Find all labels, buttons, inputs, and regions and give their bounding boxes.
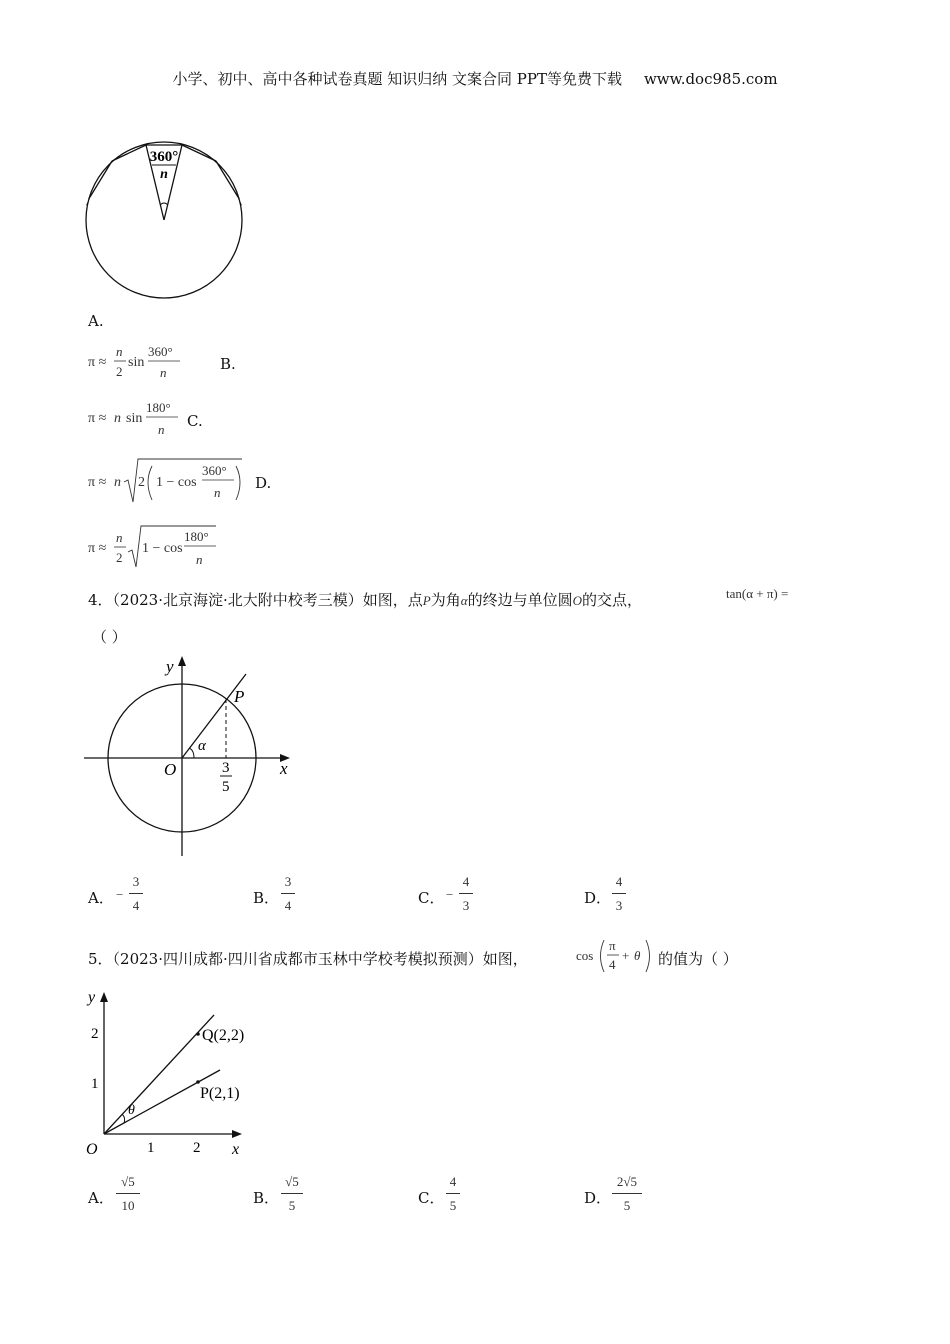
svg-text:4: 4 <box>609 957 616 972</box>
q4-y-arrow <box>178 656 186 666</box>
q4-label-den: 5 <box>222 779 230 795</box>
q4-option-c-den: 3 <box>462 898 470 913</box>
svg-text:n: n <box>114 475 121 490</box>
q5-label-q: Q(2,2) <box>202 1027 245 1044</box>
svg-text:n: n <box>196 552 203 567</box>
svg-text:2: 2 <box>116 550 123 565</box>
q4-option-d-den: 3 <box>615 898 623 913</box>
svg-text:n: n <box>114 411 121 426</box>
svg-text:2: 2 <box>116 364 123 379</box>
q4-option-b-num: 3 <box>284 874 292 889</box>
q3-label-n: n <box>160 167 168 182</box>
q4-label-p: P <box>234 687 245 706</box>
page-header <box>0 68 950 89</box>
svg-text:sin: sin <box>128 355 145 370</box>
q5-option-c-den: 5 <box>449 1198 457 1213</box>
q5-number: 5． <box>88 950 113 968</box>
svg-text:π: π <box>609 938 616 953</box>
q5-text-a: 如图， <box>482 950 528 968</box>
svg-text:1 − cos: 1 − cos <box>156 475 197 490</box>
q3-angle-arc <box>160 203 168 205</box>
q5-option-d-den: 5 <box>623 1198 631 1213</box>
q5-label-x: x <box>232 1141 240 1158</box>
q3-option-b-letter[interactable]: B. <box>220 355 236 373</box>
q3-option-d-formula[interactable] <box>86 522 226 570</box>
q5-expression <box>574 934 658 978</box>
q3-option-a-formula[interactable] <box>86 340 196 384</box>
q3-option-a-letter[interactable]: A. <box>88 312 104 330</box>
svg-text:π ≈: π ≈ <box>88 411 107 426</box>
svg-text:π ≈: π ≈ <box>88 541 107 556</box>
svg-text:n: n <box>160 365 167 380</box>
q5-option-d[interactable] <box>584 1174 744 1218</box>
q5-option-a-num: √5 <box>121 1174 135 1189</box>
q5-option-c-bar <box>446 1193 460 1194</box>
q4-var-alpha: α <box>460 593 468 608</box>
q4-text-d: 的交点， <box>581 591 642 609</box>
q4-option-d-bar <box>612 893 626 894</box>
q5-stem <box>88 948 528 969</box>
q4-source: （2023·北京海淀·北大附中校考三模） <box>112 591 363 609</box>
svg-text:π ≈: π ≈ <box>88 475 107 490</box>
q4-option-d-num: 4 <box>615 874 623 889</box>
q4-var-o: O <box>572 593 582 608</box>
q4-option-c-sign: − <box>446 887 454 902</box>
q5-text-b: 的值为（ ） <box>658 950 738 968</box>
q5-point-p <box>196 1080 200 1084</box>
q3-option-c-formula[interactable] <box>86 456 251 506</box>
q3-chord-right2 <box>216 161 238 197</box>
q4-option-c-num: 4 <box>462 874 470 889</box>
q4-label-o: O <box>164 760 177 779</box>
q4-unit-circle-figure <box>84 650 299 860</box>
q3-chord-right <box>182 145 216 161</box>
q3-label-360: 360° <box>149 149 179 165</box>
svg-text:sin: sin <box>126 411 143 426</box>
q4-text-a: 如图，点 <box>362 591 423 609</box>
q5-option-a-bar <box>116 1193 140 1194</box>
q3-option-b-formula[interactable] <box>86 398 196 442</box>
q5-tick-y2: 2 <box>91 1026 99 1042</box>
svg-text:1 − cos: 1 − cos <box>142 541 183 556</box>
q5-point-q <box>196 1032 200 1036</box>
q3-chord-left <box>90 161 112 197</box>
q4-angle-arc <box>189 748 194 758</box>
q4-label-y: y <box>166 657 174 676</box>
q5-option-c-letter: C． <box>418 1189 445 1207</box>
q5-label-o: O <box>86 1141 98 1158</box>
q4-option-d-letter: D． <box>584 889 612 907</box>
q5-option-c[interactable] <box>418 1174 578 1218</box>
q4-option-a-bar <box>129 893 143 894</box>
q4-option-a-num: 3 <box>132 874 140 889</box>
q5-option-a-den: 10 <box>121 1198 135 1213</box>
q5-option-b-letter: B． <box>253 1189 280 1207</box>
svg-text:2: 2 <box>138 475 145 490</box>
q4-stem <box>88 589 928 610</box>
q5-option-b-num: √5 <box>285 1174 299 1189</box>
q4-text-c: 的终边与单位圆 <box>467 591 573 609</box>
q4-text-b: 为角 <box>430 591 461 609</box>
q5-tick-y1: 1 <box>91 1076 99 1092</box>
svg-text:π ≈: π ≈ <box>88 355 107 370</box>
svg-text:n: n <box>116 344 123 359</box>
q4-option-c-letter: C． <box>418 889 445 907</box>
q4-option-d[interactable] <box>584 874 784 918</box>
q4-number: 4． <box>88 591 113 609</box>
q4-expression: tan(α + π) = <box>726 586 789 601</box>
svg-text:n: n <box>116 530 123 545</box>
q5-label-p: P(2,1) <box>200 1085 240 1102</box>
q5-x-arrow <box>232 1130 242 1138</box>
q3-chord-left2 <box>112 145 146 161</box>
q5-source: （2023·四川成都·四川省成都市玉林中学校考模拟预测） <box>112 950 483 968</box>
svg-text:180°: 180° <box>146 400 171 415</box>
q5-option-a[interactable] <box>88 1174 248 1218</box>
q5-option-b[interactable] <box>253 1174 413 1218</box>
q3-option-d-letter[interactable]: D. <box>255 474 272 492</box>
svg-text:360°: 360° <box>148 344 173 359</box>
q5-tick-x1: 1 <box>147 1140 155 1156</box>
q3-option-c-letter[interactable]: C. <box>187 412 203 430</box>
q5-ray-op <box>104 1070 220 1134</box>
q5-option-b-den: 5 <box>288 1198 296 1213</box>
q4-option-a-sign: − <box>116 887 124 902</box>
q5-option-d-letter: D． <box>584 1189 612 1207</box>
svg-text:cos: cos <box>576 948 594 963</box>
q4-var-p: P <box>422 593 431 608</box>
q5-label-y: y <box>88 989 96 1006</box>
svg-text:180°: 180° <box>184 529 209 544</box>
q5-tick-x2: 2 <box>193 1140 201 1156</box>
q4-option-a-den: 4 <box>132 898 140 913</box>
header-text: 小学、初中、高中各种试卷真题 知识归纳 文案合同 PPT等免费下载 <box>172 70 622 88</box>
header-site-link[interactable]: www.doc985.com <box>643 70 778 88</box>
q4-option-b-den: 4 <box>284 898 292 913</box>
q4-answer-blank: （ ） <box>92 628 127 646</box>
q4-option-c-bar <box>459 893 473 894</box>
svg-text:n: n <box>214 485 221 500</box>
q5-y-arrow <box>100 992 108 1002</box>
svg-text:θ: θ <box>634 948 641 963</box>
q3-circle-figure <box>82 135 252 305</box>
q5-label-theta: θ <box>128 1103 135 1118</box>
q4-label-num: 3 <box>222 760 230 776</box>
q5-option-d-num: 2√5 <box>616 1174 638 1189</box>
svg-text:+: + <box>622 948 630 963</box>
q5-angle-arc <box>122 1114 125 1123</box>
q5-option-d-bar <box>612 1193 642 1194</box>
q4-option-a-letter: A． <box>88 889 114 907</box>
q5-option-c-num: 4 <box>449 1174 457 1189</box>
q4-label-x: x <box>280 759 288 778</box>
q5-option-b-bar <box>281 1193 303 1194</box>
q4-label-alpha: α <box>198 738 206 754</box>
q5-option-a-letter: A． <box>88 1189 114 1207</box>
q4-option-b-letter: B． <box>253 889 280 907</box>
q4-option-b-bar <box>281 893 295 894</box>
svg-text:360°: 360° <box>202 463 227 478</box>
svg-text:n: n <box>158 422 165 437</box>
q5-coordinate-figure <box>84 984 264 1164</box>
